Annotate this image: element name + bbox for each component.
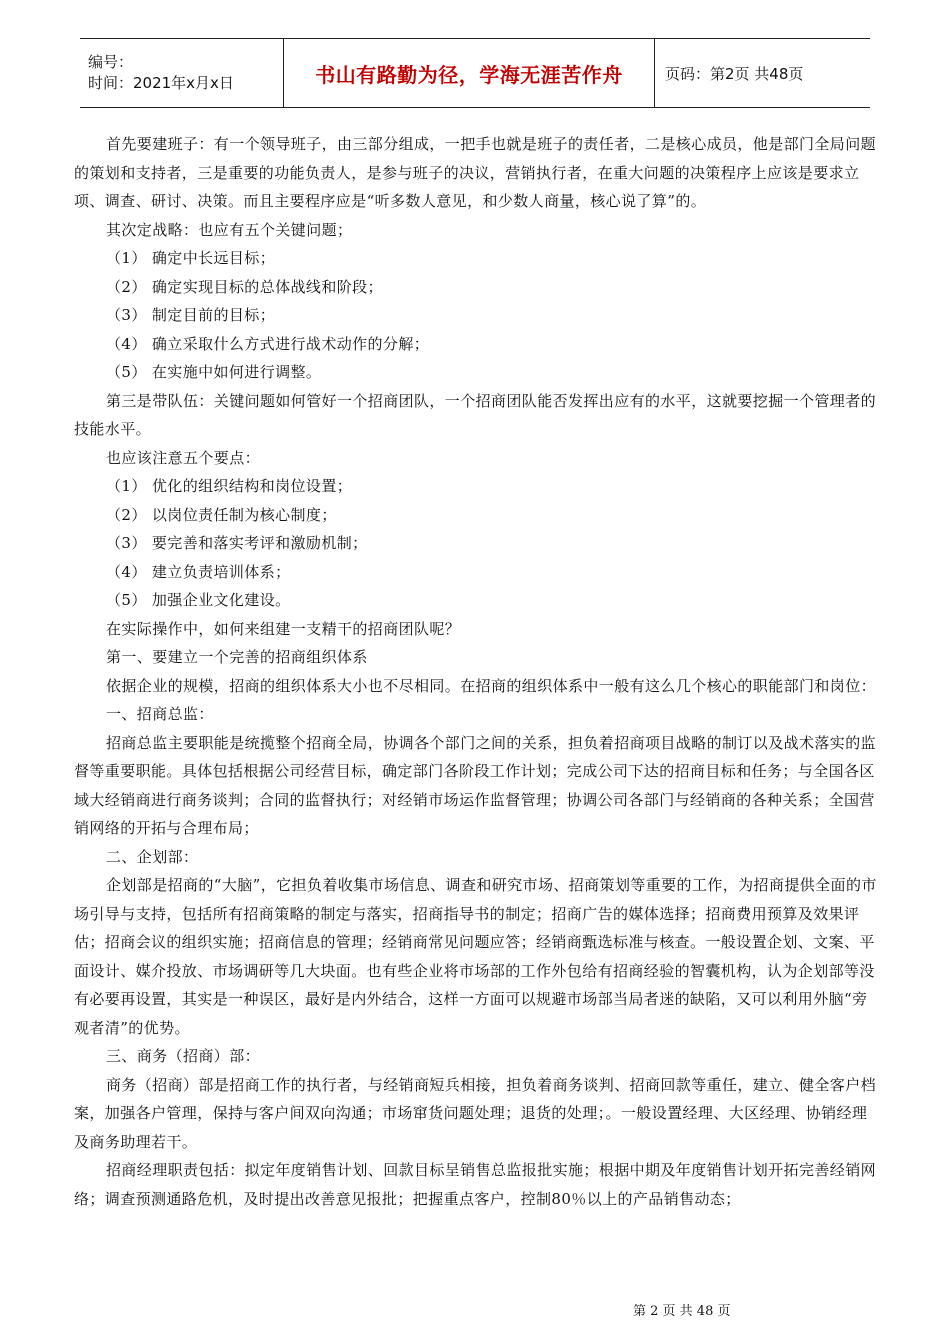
list-item: （5） 在实施中如何进行调整。 <box>106 363 322 381</box>
list-item: （4） 确立采取什么方式进行战术动作的分解； <box>106 334 430 353</box>
paragraph: 招商经理职责包括：拟定年度销售计划、回款目标呈销售总监报批实施；根据中期及年度销售计划开拓完善经销网络；调查预测通路危机，及时提出改善意见报批；把握重点客户，控制80％以上的产品销售动态； <box>74 1161 877 1208</box>
paragraph: 首先要建班子：有一个领导班子，由三部分组成，一把手也就是班子的责任者，二是核心成员，他是部门全局问题的策划和支持者，三是重要的功能负责人，是参与班子的决议，营销执行者，在重大问题的决策程序上应该是要求立项、调查、研讨、决策。而且主要程序应是“听多数人意见，和少数人商量，核心说了算”的。 <box>74 135 877 210</box>
paragraph: 企划部是招商的“大脑”，它担负着收集市场信息、调查和研究市场、招商策划等重要的工作，为招商提供全面的市场引导与支持，包括所有招商策略的制定与落实，招商指导书的制定；招商广告的媒体选择；招商费用预算及效果评估；招商会议的组织实施；招商信息的管理；经销商常见问题应答；经销商甄选标准与核查。一般设置企划、文案、平面设计、媒介投放、市场调研等几大块面。也有些企业将市场部的工作外包给有招商经验的智囊机构，认为企划部等没有必要再设置，其实是一种误区，最好是内外结合，这样一方面可以规避市场部当局者迷的缺陷，又可以利用外脑“旁观者清”的优势。 <box>74 876 877 1037</box>
paragraph: 一、招商总监： <box>106 705 214 723</box>
document-body <box>74 130 880 1213</box>
list-item: （5） 加强企业文化建设。 <box>106 591 291 609</box>
header-page-info: 页码：第2页 共48页 <box>665 64 804 83</box>
list-item: （2） 确定实现目标的总体战线和阶段； <box>106 277 383 296</box>
list-item: （1） 确定中长远目标； <box>106 249 276 267</box>
paragraph: 也应该注意五个要点： <box>106 448 261 467</box>
paragraph: 在实际操作中，如何来组建一支精干的招商团队呢？ <box>106 619 461 638</box>
paragraph: 招商总监主要职能是统揽整个招商全局，协调各个部门之间的关系，担负着招商项目战略的制订以及战术落实的监督等重要职能。具体包括根据公司经营目标，确定部门各阶段工作计划；完成公司下达的招商目标和任务；与全国各区域大经销商进行商务谈判；合同的监督执行；对经销市场运作监督管理；协调公司各部门与经销商的各种关系；全国营销网络的开拓与合理布局； <box>74 733 877 837</box>
header-motto: 书山有路勤为径，学海无涯苦作舟 <box>315 62 623 87</box>
document-date-label: 时间：2021年x月x日 <box>88 74 234 92</box>
list-item: （3） 制定目前的目标； <box>106 306 276 324</box>
list-item: （1） 优化的组织结构和岗位设置； <box>106 477 353 495</box>
list-item: （2） 以岗位责任制为核心制度； <box>106 505 337 524</box>
header-page-info-cell <box>655 39 870 107</box>
header-meta <box>80 39 283 107</box>
document-number-label: 编号： <box>88 53 134 71</box>
paragraph: 第一、要建立一个完善的招商组织体系 <box>106 648 368 666</box>
paragraph: 二、企划部： <box>106 847 199 866</box>
paragraph: 商务（招商）部是招商工作的执行者，与经销商短兵相接，担负着商务谈判、招商回款等重任，建立、健全客户档案，加强各户管理，保持与客户间双向沟通；市场窜货问题处理；退货的处理；。一般设置经理、大区经理、协销经理及商务助理若干。 <box>74 1075 877 1151</box>
list-item: （4） 建立负责培训体系； <box>106 562 291 581</box>
paragraph: 第三是带队伍：关键问题如何管好一个招商团队，一个招商团队能否发挥出应有的水平，这就要挖掘一个管理者的技能水平。 <box>74 391 877 438</box>
paragraph: 三、商务（招商）部： <box>106 1047 261 1065</box>
paragraph: 其次定战略：也应有五个关键问题； <box>106 220 353 239</box>
paragraph: 依据企业的规模，招商的组织体系大小也不尽相同。在招商的组织体系中一般有这么几个核心的职能部门和岗位： <box>106 676 877 695</box>
page-footer: 第 2 页 共 48 页 <box>633 1304 731 1319</box>
header-motto-cell <box>283 39 655 107</box>
list-item: （3） 要完善和落实考评和激励机制； <box>106 534 368 552</box>
document-header <box>80 38 870 108</box>
